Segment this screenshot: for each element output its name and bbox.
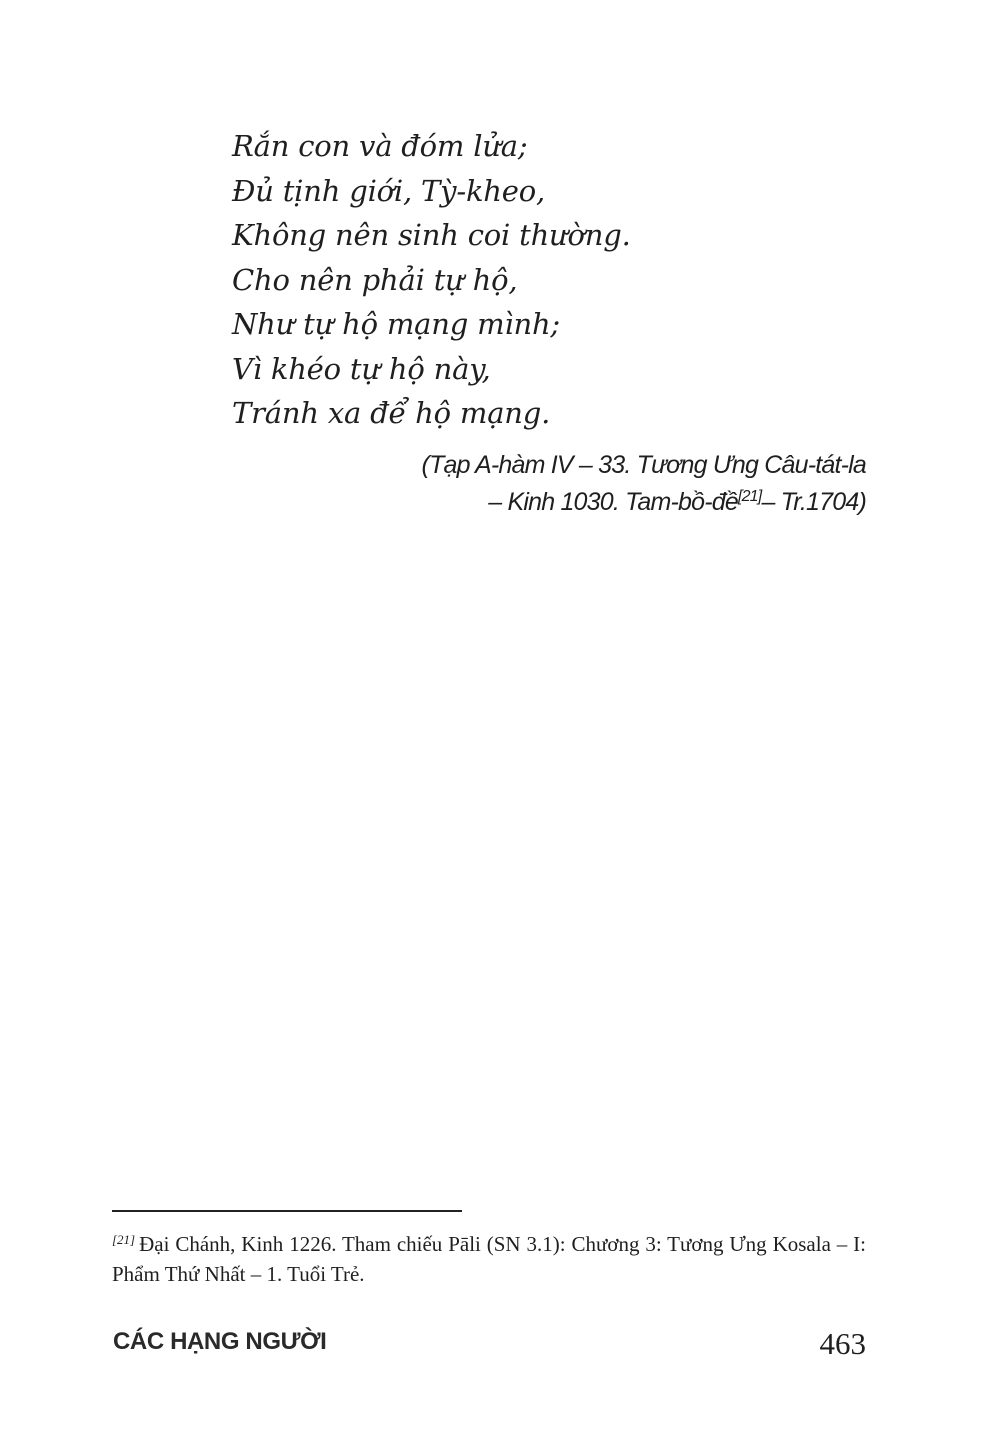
verse-line: Tránh xa để hộ mạng. [232, 396, 551, 430]
footnote [112, 1229, 866, 1289]
verse-line: Cho nên phải tự hộ, [232, 262, 518, 297]
footnote-marker: [21] [112, 1232, 136, 1247]
verse-line: Rắn con và đóm lửa; [232, 129, 528, 163]
verse-line: Không nên sinh coi thường. [232, 218, 631, 252]
verse-block [232, 124, 631, 436]
footnote-text: Đại Chánh, Kinh 1226. Tham chiếu Pāli (SN 3.1): Chương 3: Tương Ưng Kosala – I: Phẩm Thứ Nhất – 1. Tuổi Trẻ. [112, 1232, 866, 1286]
source-citation [422, 447, 866, 521]
footnote-reference[interactable]: [21] [737, 488, 762, 505]
verse-line: Đủ tịnh giới, Tỳ-kheo, [232, 173, 546, 208]
page-number: 463 [819, 1326, 866, 1361]
verse-line: Như tự hộ mạng mình; [232, 307, 560, 341]
citation-line-1: (Tạp A-hàm IV – 33. Tương Ưng Câu-tát-la [421, 451, 866, 479]
citation-line-2 [422, 484, 866, 521]
citation-text: – Kinh 1030. Tam-bồ-đề [488, 488, 738, 516]
verse-line: Vì khéo tự hộ này, [232, 351, 491, 386]
citation-text: – Tr.1704) [761, 488, 866, 516]
footnote-divider [112, 1210, 462, 1212]
running-footer-title: CÁC HẠNG NGƯỜI [113, 1328, 327, 1355]
